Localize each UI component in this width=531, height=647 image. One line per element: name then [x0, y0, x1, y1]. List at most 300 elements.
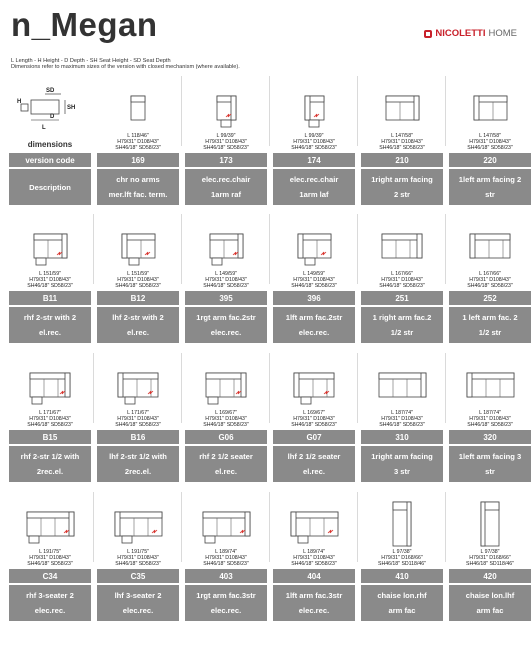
description-line-1: 1right arm facing [371, 452, 433, 461]
length-label: L 187/74" [391, 410, 413, 416]
sofa-arm [65, 373, 70, 397]
description-line-2: arm fac [388, 606, 416, 615]
version-code: 396 [273, 291, 355, 305]
height-depth-label: H79/31" D108/43" [293, 277, 335, 284]
version-code: B11 [9, 291, 91, 305]
product-drawing [281, 498, 347, 548]
length-label: L 147/58" [391, 133, 413, 139]
description-label: Description [9, 169, 91, 205]
height-depth-label: H79/31" D108/43" [469, 416, 511, 423]
product-cell [7, 488, 93, 625]
description-line-2: el.rec. [39, 328, 61, 337]
sofa-arm [467, 373, 472, 397]
description-line-2: 1/2 str [478, 328, 502, 337]
product-drawing [457, 82, 523, 132]
sofa-arm [474, 96, 479, 120]
length-label: L 147/58" [479, 133, 501, 139]
product-dimensions [183, 549, 269, 567]
brand-mark-icon [424, 30, 432, 38]
seat-dims-label: SH46/18" SD118/46" [466, 561, 514, 568]
sofa-arm [470, 234, 475, 258]
product-description [9, 307, 91, 343]
product-dimensions [271, 410, 357, 428]
version-code: C35 [97, 569, 179, 583]
sofa-back [30, 373, 70, 379]
version-code: C34 [9, 569, 91, 583]
key-label-sd: SD [46, 88, 55, 94]
description-line-1: 1lft arm fac.3str [285, 591, 343, 600]
product-drawing [193, 498, 259, 548]
description-line-2: elec.rec. [210, 328, 242, 337]
sofa-arm [231, 96, 236, 120]
length-label: L 191/75" [39, 549, 61, 555]
key-label-l: L [42, 125, 46, 131]
description-line-1: rhf 2-str with 2 [23, 313, 77, 322]
description-line-1: rhf 2 1/2 seater [199, 452, 253, 461]
key-label-d: D [50, 114, 55, 120]
seat-dims-label: SH46/18" SD58/23" [27, 561, 73, 568]
sofa-back [470, 234, 510, 240]
seat-dims-label: SH46/18" SD58/23" [379, 145, 425, 152]
version-code: 210 [361, 153, 443, 167]
lft-arm-three-seat-recliner-icon [281, 498, 347, 548]
length-label: L 169/67" [215, 410, 237, 416]
seat-dims-label: SH46/18" SD58/23" [467, 422, 513, 429]
seat-dims-label: SH46/18" SD58/23" [203, 422, 249, 429]
lhf-two-half-seat-recliner-icon [105, 359, 171, 409]
sofa-arm [241, 373, 246, 397]
product-drawing [281, 359, 347, 409]
product-description [361, 169, 443, 205]
version-code: 220 [449, 153, 531, 167]
version-code: G07 [273, 430, 355, 444]
key-label-sh: SH [67, 105, 76, 111]
description-line-1: 1lft arm fac.2str [285, 313, 343, 322]
dimension-note: Dimensions refer to maximum sizes of the version with closed mechanism (where available). [11, 64, 240, 70]
description-line-1: 1left arm facing 2 [458, 175, 522, 184]
description-line-1: 1rgt arm fac.2str [196, 313, 256, 322]
seat-dims-label: SH46/18" SD58/23" [203, 283, 249, 290]
length-label: L 118/46" [127, 133, 149, 139]
height-depth-label: H79/31" D108/43" [205, 139, 247, 146]
product-drawing [457, 359, 523, 409]
description-line-2: el.rec. [215, 467, 237, 476]
product-dimensions [359, 549, 445, 567]
description-line-2: 3 str [393, 467, 411, 476]
height-depth-label: H79/31" D108/43" [117, 139, 159, 146]
seat-dims-label: SH46/18" SD58/23" [291, 561, 337, 568]
seat-dims-label: SH46/18" SD58/23" [291, 145, 337, 152]
seat-dims-label: SH46/18" SD58/23" [379, 422, 425, 429]
length-label: L 167/66" [479, 271, 501, 277]
product-cell [447, 488, 531, 625]
description-line-2: elec.rec. [298, 606, 330, 615]
length-label: L 171/67" [127, 410, 149, 416]
description-line-1: elec.rec.chair [201, 175, 251, 184]
length-label: L 187/74" [479, 410, 501, 416]
version-code: 404 [273, 569, 355, 583]
sofa-arm [294, 373, 299, 397]
product-dimensions [359, 133, 445, 151]
description-line-2: str [485, 467, 495, 476]
description-line-1: lhf 3-seater 2 [114, 591, 162, 600]
description-line-2: 1/2 str [390, 328, 414, 337]
key-sofa-side [21, 104, 28, 111]
product-cell [359, 349, 445, 486]
product-description [361, 307, 443, 343]
product-cell [447, 210, 531, 347]
version-code: 403 [185, 569, 267, 583]
product-description [9, 585, 91, 621]
rhf-two-half-seat-recliner-icon [17, 359, 83, 409]
description-line-2: arm fac [476, 606, 504, 615]
product-cell [359, 210, 445, 347]
height-depth-label: H79/31" D108/43" [29, 277, 71, 284]
product-dimensions [7, 549, 93, 567]
length-label: L 99/39" [216, 133, 236, 139]
sofa-back [467, 373, 514, 379]
description-line-1: chaise lon.lhf [465, 591, 515, 600]
height-depth-label: H79/31" D108/43" [29, 416, 71, 423]
version-code: 252 [449, 291, 531, 305]
product-description [97, 307, 179, 343]
product-description [361, 585, 443, 621]
seat-dims-label: SH46/18" SD58/23" [27, 283, 73, 290]
sofa-back [291, 512, 338, 518]
description-line-2: elec.rec. [298, 328, 330, 337]
recliner-footrest [129, 258, 139, 265]
sofa-back [206, 373, 246, 379]
sofa-back [379, 373, 426, 379]
lhf-two-half-seater-recliner-icon [281, 359, 347, 409]
version-code: 395 [185, 291, 267, 305]
rhf-three-seater-recliner-icon [17, 498, 83, 548]
rhf-loveseat-recliner-icon [17, 220, 83, 270]
product-dimensions [7, 271, 93, 289]
height-depth-label: H79/31" D168/66" [381, 555, 423, 562]
product-dimensions [183, 133, 269, 151]
sofa-back [203, 512, 250, 518]
description-line-2: 2 str [393, 190, 411, 199]
product-row [7, 349, 521, 486]
sofa-arm [62, 234, 67, 258]
description-line-2: elec.rec. [210, 606, 242, 615]
recliner-footrest [309, 120, 319, 127]
recliner-footrest [122, 536, 132, 543]
sofa-back [382, 234, 422, 240]
product-drawing [17, 220, 83, 270]
product-dimensions [183, 410, 269, 428]
sofa-arm [115, 512, 120, 536]
product-drawing [105, 359, 171, 409]
description-line-2: elec.rec. [34, 606, 66, 615]
product-dimensions [271, 133, 357, 151]
height-depth-label: H79/31" D108/43" [293, 139, 335, 146]
brand-logo [424, 28, 517, 39]
length-label: L 149/59" [303, 271, 325, 277]
height-depth-label: H79/31" D108/43" [293, 555, 335, 562]
seat-dims-label: SH46/18" SD58/23" [203, 145, 249, 152]
right-arm-three-seat-icon [369, 359, 435, 409]
brand-primary: NICOLETTI [435, 28, 486, 39]
length-label: L 97/38" [480, 549, 500, 555]
sofa-arm [417, 234, 422, 258]
dimensions-label: dimensions [27, 140, 73, 149]
product-dimensions [447, 271, 531, 289]
recliner-footrest [36, 258, 46, 265]
sofa-arm [291, 512, 296, 536]
length-label: L 151/59" [127, 271, 149, 277]
product-drawing [193, 220, 259, 270]
length-label: L 191/75" [127, 549, 149, 555]
product-description [185, 169, 267, 205]
product-drawing [281, 220, 347, 270]
sofa-back [118, 373, 158, 379]
product-drawing [17, 359, 83, 409]
recliner-footrest [212, 258, 222, 265]
left-arm-two-half-seat-icon [457, 220, 523, 270]
length-label: L 149/59" [215, 271, 237, 277]
product-cell [183, 72, 269, 209]
version-code: 320 [449, 430, 531, 444]
length-label: L 99/39" [304, 133, 324, 139]
height-depth-label: H79/31" D108/43" [293, 416, 335, 423]
recliner-footrest [29, 536, 39, 543]
electric-recliner-chair-raf-icon [193, 82, 259, 132]
version-code: 173 [185, 153, 267, 167]
product-cell [359, 488, 445, 625]
product-drawing [105, 498, 171, 548]
product-description [449, 307, 531, 343]
chaise-arm [481, 502, 485, 546]
left-arm-loveseat-icon [457, 82, 523, 132]
product-description [273, 169, 355, 205]
product-cell [7, 210, 93, 347]
seat-dims-label: SH46/18" SD58/23" [115, 561, 161, 568]
sofa-back [115, 512, 162, 518]
length-label: L 171/67" [39, 410, 61, 416]
chaise-longue-rhf-icon [369, 498, 435, 548]
recliner-footrest [32, 397, 42, 404]
product-cell [271, 210, 357, 347]
product-description [449, 446, 531, 482]
rhf-two-half-seater-recliner-icon [193, 359, 259, 409]
length-label: L 97/38" [392, 549, 412, 555]
version-code: 174 [273, 153, 355, 167]
chaise-longue-lhf-icon [457, 498, 523, 548]
product-description [449, 585, 531, 621]
product-dimensions [95, 133, 181, 151]
rgt-arm-three-seat-recliner-icon [193, 498, 259, 548]
product-description [273, 446, 355, 482]
product-dimensions [183, 271, 269, 289]
recliner-footrest [221, 120, 231, 127]
product-dimensions [359, 410, 445, 428]
description-line-1: lhf 2-str 1/2 with [109, 452, 167, 461]
version-code-label: version code [9, 153, 91, 167]
product-cell [183, 488, 269, 625]
description-line-1: rhf 3-seater 2 [26, 591, 74, 600]
height-depth-label: H79/31" D108/43" [205, 555, 247, 562]
product-drawing [457, 220, 523, 270]
product-cell [447, 72, 531, 209]
version-code: 420 [449, 569, 531, 583]
description-line-1: lhf 2 1/2 seater [287, 452, 341, 461]
product-cell [95, 210, 181, 347]
sofa-arm [421, 373, 426, 397]
description-line-1: lhf 2-str with 2 [112, 313, 164, 322]
description-line-2: 1arm laf [299, 190, 329, 199]
product-dimensions [7, 410, 93, 428]
recliner-footrest [208, 397, 218, 404]
description-line-2: 2rec.el. [36, 467, 64, 476]
product-description [185, 585, 267, 621]
sofa-back [131, 96, 145, 102]
sofa-arm [118, 373, 123, 397]
product-cell [7, 349, 93, 486]
recliner-footrest [125, 397, 135, 404]
height-depth-label: H79/31" D108/43" [205, 416, 247, 423]
sofa-arm [298, 234, 303, 258]
product-dimensions [447, 133, 531, 151]
product-description [449, 169, 531, 205]
seat-dims-label: SH46/18" SD118/46" [378, 561, 426, 568]
seat-dims-label: SH46/18" SD58/23" [115, 422, 161, 429]
product-cell [271, 72, 357, 209]
product-dimensions [447, 410, 531, 428]
product-drawing [457, 498, 523, 548]
length-label: L 189/74" [303, 549, 325, 555]
height-depth-label: H79/31" D108/43" [117, 555, 159, 562]
product-description [185, 446, 267, 482]
length-label: L 189/74" [215, 549, 237, 555]
seat-dims-label: SH46/18" SD58/23" [115, 145, 161, 152]
description-line-1: rhf 2-str 1/2 with [20, 452, 80, 461]
height-depth-label: H79/31" D108/43" [205, 277, 247, 284]
description-line-1: 1left arm facing 3 [458, 452, 522, 461]
brand-secondary: HOME [488, 28, 517, 39]
description-line-2: el.rec. [127, 328, 149, 337]
product-drawing [369, 359, 435, 409]
height-depth-label: H79/31" D108/43" [117, 416, 159, 423]
product-drawing [369, 498, 435, 548]
product-cell [271, 488, 357, 625]
recliner-footrest [298, 536, 308, 543]
description-line-1: chr no arms [116, 175, 160, 184]
product-cell [359, 72, 445, 209]
height-depth-label: H79/31" D108/43" [381, 277, 423, 284]
height-depth-label: H79/31" D108/43" [117, 277, 159, 284]
product-drawing [105, 82, 171, 132]
armless-chair-icon [105, 82, 171, 132]
description-line-2: str [485, 190, 495, 199]
product-dimensions [95, 271, 181, 289]
product-description [9, 446, 91, 482]
product-drawing [17, 498, 83, 548]
description-line-1: 1rgt arm fac.3str [196, 591, 256, 600]
product-cell [183, 210, 269, 347]
seat-dims-label: SH46/18" SD58/23" [203, 561, 249, 568]
dimension-legend: L Length - H Height - D Depth - SH Seat Height - SD Seat Depth [11, 58, 171, 64]
version-code: 251 [361, 291, 443, 305]
seat-dims-label: SH46/18" SD58/23" [115, 283, 161, 290]
product-cell [271, 349, 357, 486]
right-arm-loveseat-icon [369, 82, 435, 132]
recliner-footrest [205, 536, 215, 543]
product-dimensions [359, 271, 445, 289]
length-label: L 167/66" [391, 271, 413, 277]
product-cell [447, 349, 531, 486]
product-row [7, 210, 521, 347]
product-drawing [281, 82, 347, 132]
seat-dims-label: SH46/18" SD58/23" [379, 283, 425, 290]
lhf-loveseat-recliner-icon [105, 220, 171, 270]
product-cell [95, 349, 181, 486]
lft-arm-loveseat-recliner-icon [281, 220, 347, 270]
seat-dims-label: SH46/18" SD58/23" [467, 145, 513, 152]
sofa-arm [305, 96, 310, 120]
dimension-key [17, 82, 83, 132]
version-code: B16 [97, 430, 179, 444]
product-cell [183, 349, 269, 486]
product-dimensions [95, 410, 181, 428]
product-cell [95, 72, 181, 209]
product-drawing [193, 359, 259, 409]
version-code: 410 [361, 569, 443, 583]
product-description [97, 169, 179, 205]
description-line-2: el.rec. [303, 467, 325, 476]
description-line-1: elec.rec.chair [289, 175, 339, 184]
description-line-2: 2rec.el. [124, 467, 152, 476]
seat-dims-label: SH46/18" SD58/23" [291, 422, 337, 429]
sofa-arm [245, 512, 250, 536]
product-description [273, 307, 355, 343]
sofa-arm [414, 96, 419, 120]
electric-recliner-chair-laf-icon [281, 82, 347, 132]
description-line-2: mer.lft fac. term. [108, 190, 168, 199]
height-depth-label: H79/31" D108/43" [469, 139, 511, 146]
recliner-footrest [305, 258, 315, 265]
product-dimensions [447, 549, 531, 567]
recliner-footrest [301, 397, 311, 404]
version-code: B12 [97, 291, 179, 305]
version-code: G06 [185, 430, 267, 444]
height-depth-label: H79/31" D168/66" [469, 555, 511, 562]
height-depth-label: H79/31" D108/43" [29, 555, 71, 562]
seat-dims-label: SH46/18" SD58/23" [27, 422, 73, 429]
product-description [97, 585, 179, 621]
product-drawing [369, 82, 435, 132]
key-sofa-plan [31, 100, 59, 114]
height-depth-label: H79/31" D108/43" [381, 139, 423, 146]
length-label: L 151/59" [39, 271, 61, 277]
description-line-2: elec.rec. [122, 606, 154, 615]
length-label: L 169/67" [303, 410, 325, 416]
description-line-2: 1arm raf [211, 190, 241, 199]
description-line-1: 1 right arm fac.2 [372, 313, 432, 322]
chaise-arm [407, 502, 411, 546]
seat-dims-label: SH46/18" SD58/23" [467, 283, 513, 290]
product-description [185, 307, 267, 343]
lhf-three-seater-recliner-icon [105, 498, 171, 548]
version-code: 310 [361, 430, 443, 444]
product-row [7, 488, 521, 625]
sofa-arm [122, 234, 127, 258]
product-dimensions [271, 549, 357, 567]
page-title: n_Megan [11, 6, 158, 43]
sofa-arm [238, 234, 243, 258]
product-description [273, 585, 355, 621]
